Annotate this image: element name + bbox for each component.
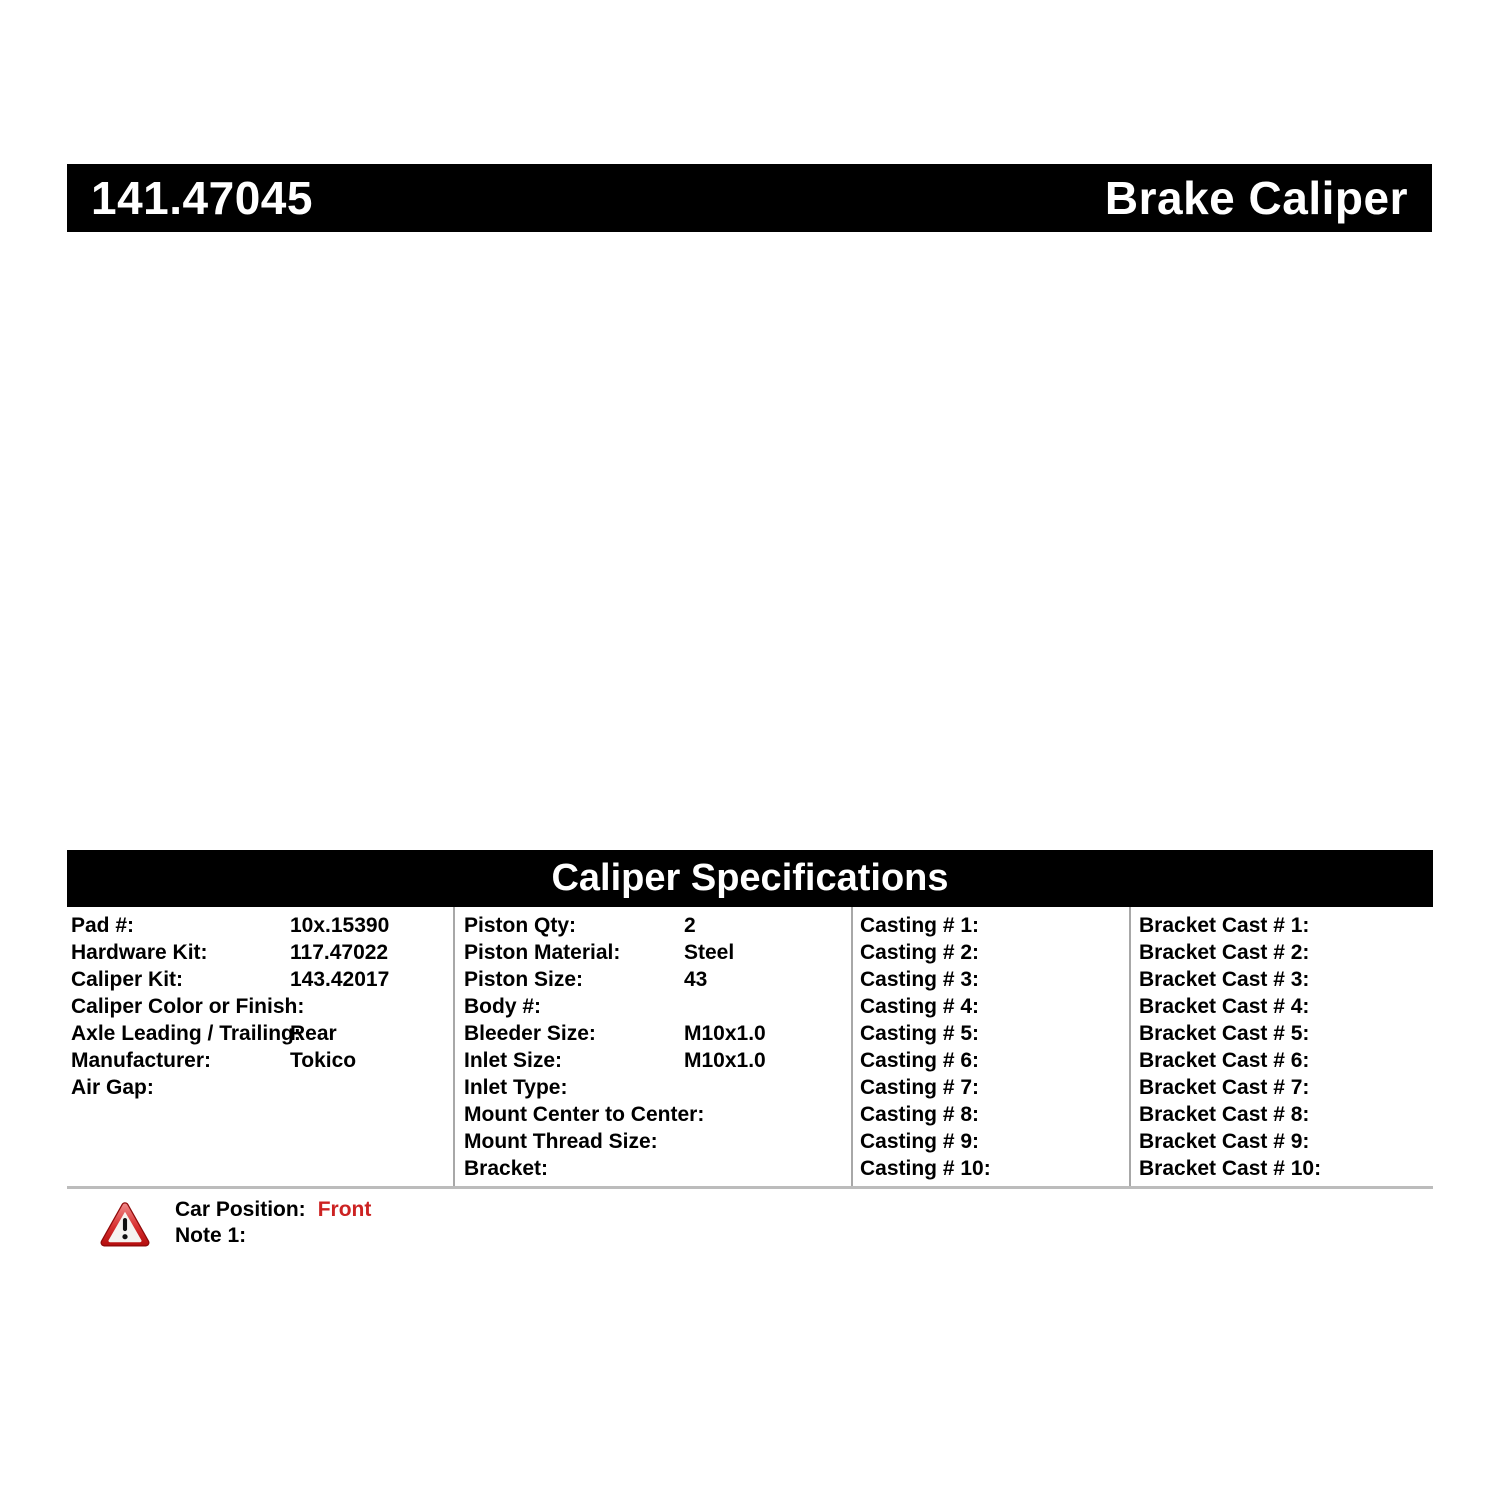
spec-label: Mount Thread Size: xyxy=(464,1130,658,1153)
spec-label: Casting # 7: xyxy=(860,1076,980,1099)
spec-label: Piston Qty: xyxy=(464,914,577,937)
spec-row xyxy=(853,966,1129,993)
spec-value: M10x1.0 xyxy=(684,1049,766,1072)
spec-row xyxy=(455,939,851,966)
spec-value: 43 xyxy=(684,968,708,991)
part-number: 141.47045 xyxy=(91,172,313,224)
spec-value: 143.42017 xyxy=(290,968,390,991)
spec-label: Casting # 6: xyxy=(860,1049,980,1072)
spec-column-kits xyxy=(67,907,453,1186)
spec-row xyxy=(1131,1128,1433,1155)
spec-row xyxy=(1131,993,1433,1020)
spec-label: Hardware Kit: xyxy=(71,941,208,964)
spec-label: Bracket Cast # 9: xyxy=(1139,1130,1310,1153)
spec-row xyxy=(1131,1047,1433,1074)
spec-row xyxy=(455,1074,851,1101)
spec-row xyxy=(67,1047,453,1074)
car-position-line xyxy=(175,1197,371,1223)
spec-row xyxy=(853,1128,1129,1155)
spec-label: Air Gap: xyxy=(71,1076,154,1099)
spec-row xyxy=(853,1155,1129,1182)
spec-label: Piston Material: xyxy=(464,941,621,964)
spec-row xyxy=(853,1101,1129,1128)
footer-notes xyxy=(175,1197,371,1249)
warning-triangle-icon xyxy=(99,1201,151,1247)
spec-label: Bracket Cast # 4: xyxy=(1139,995,1310,1018)
spec-value: 117.47022 xyxy=(290,941,389,964)
spec-row xyxy=(1131,1101,1433,1128)
spec-label: Body #: xyxy=(464,995,542,1018)
spec-row xyxy=(853,912,1129,939)
spec-label: Pad #: xyxy=(71,914,135,937)
spec-row xyxy=(455,912,851,939)
spec-section-title: Caliper Specifications xyxy=(551,857,949,899)
spec-label: Caliper Kit: xyxy=(71,968,184,991)
spec-label: Bracket Cast # 1: xyxy=(1139,914,1310,937)
spec-label: Bracket: xyxy=(464,1157,549,1180)
spec-label: Inlet Type: xyxy=(464,1076,568,1099)
spec-column-casting xyxy=(851,907,1129,1186)
spec-value: Steel xyxy=(684,941,735,964)
spec-row xyxy=(853,993,1129,1020)
spec-row xyxy=(1131,966,1433,993)
spec-row xyxy=(853,1047,1129,1074)
spec-row xyxy=(455,1155,851,1182)
spec-label: Casting # 2: xyxy=(860,941,980,964)
spec-row xyxy=(1131,1074,1433,1101)
spec-label: Casting # 5: xyxy=(860,1022,980,1045)
spec-row xyxy=(455,1047,851,1074)
spec-column-bracket-cast xyxy=(1129,907,1433,1186)
spec-row xyxy=(455,1101,851,1128)
spec-section-header xyxy=(67,850,1433,907)
spec-label: Bracket Cast # 5: xyxy=(1139,1022,1310,1045)
spec-label: Caliper Color or Finish: xyxy=(71,995,305,1018)
spec-label: Casting # 4: xyxy=(860,995,980,1018)
header-bar xyxy=(67,164,1432,232)
spec-row xyxy=(67,939,453,966)
spec-label: Bracket Cast # 10: xyxy=(1139,1157,1322,1180)
spec-label: Casting # 10: xyxy=(860,1157,991,1180)
spec-label: Casting # 8: xyxy=(860,1103,980,1126)
spec-label: Axle Leading / Trailing: xyxy=(71,1022,301,1045)
spec-value: 10x.15390 xyxy=(290,914,390,937)
spec-label: Bracket Cast # 3: xyxy=(1139,968,1310,991)
spec-label: Piston Size: xyxy=(464,968,584,991)
spec-value: Rear xyxy=(290,1022,337,1045)
spec-row xyxy=(455,1020,851,1047)
spec-label: Casting # 1: xyxy=(860,914,980,937)
spec-row xyxy=(1131,1020,1433,1047)
car-position-label: Car Position: xyxy=(175,1198,306,1221)
spec-table xyxy=(67,907,1433,1189)
spec-row xyxy=(67,966,453,993)
spec-value: 2 xyxy=(684,914,696,937)
spec-row xyxy=(67,1074,453,1101)
spec-label: Inlet Size: xyxy=(464,1049,563,1072)
spec-row xyxy=(67,912,453,939)
spec-row xyxy=(853,1020,1129,1047)
spec-row xyxy=(1131,939,1433,966)
spec-label: Manufacturer: xyxy=(71,1049,212,1072)
spec-row xyxy=(455,993,851,1020)
spec-row xyxy=(1131,912,1433,939)
spec-label: Bleeder Size: xyxy=(464,1022,596,1045)
spec-row xyxy=(455,1128,851,1155)
note-line xyxy=(175,1223,371,1249)
spec-value: M10x1.0 xyxy=(684,1022,766,1045)
spec-label: Bracket Cast # 6: xyxy=(1139,1049,1310,1072)
note-label: Note 1: xyxy=(175,1224,247,1247)
spec-row xyxy=(1131,1155,1433,1182)
car-position-value: Front xyxy=(317,1198,372,1221)
spec-value: Tokico xyxy=(290,1049,357,1072)
spec-row xyxy=(853,939,1129,966)
spec-row xyxy=(67,1020,453,1047)
spec-label: Bracket Cast # 2: xyxy=(1139,941,1310,964)
spec-label: Casting # 9: xyxy=(860,1130,980,1153)
page-title: Brake Caliper xyxy=(1104,172,1408,224)
spec-label: Casting # 3: xyxy=(860,968,980,991)
spec-row xyxy=(455,966,851,993)
spec-column-piston xyxy=(453,907,851,1186)
spec-label: Bracket Cast # 8: xyxy=(1139,1103,1310,1126)
spec-label: Bracket Cast # 7: xyxy=(1139,1076,1310,1099)
spec-row xyxy=(853,1074,1129,1101)
spec-row xyxy=(67,993,453,1020)
spec-label: Mount Center to Center: xyxy=(464,1103,705,1126)
